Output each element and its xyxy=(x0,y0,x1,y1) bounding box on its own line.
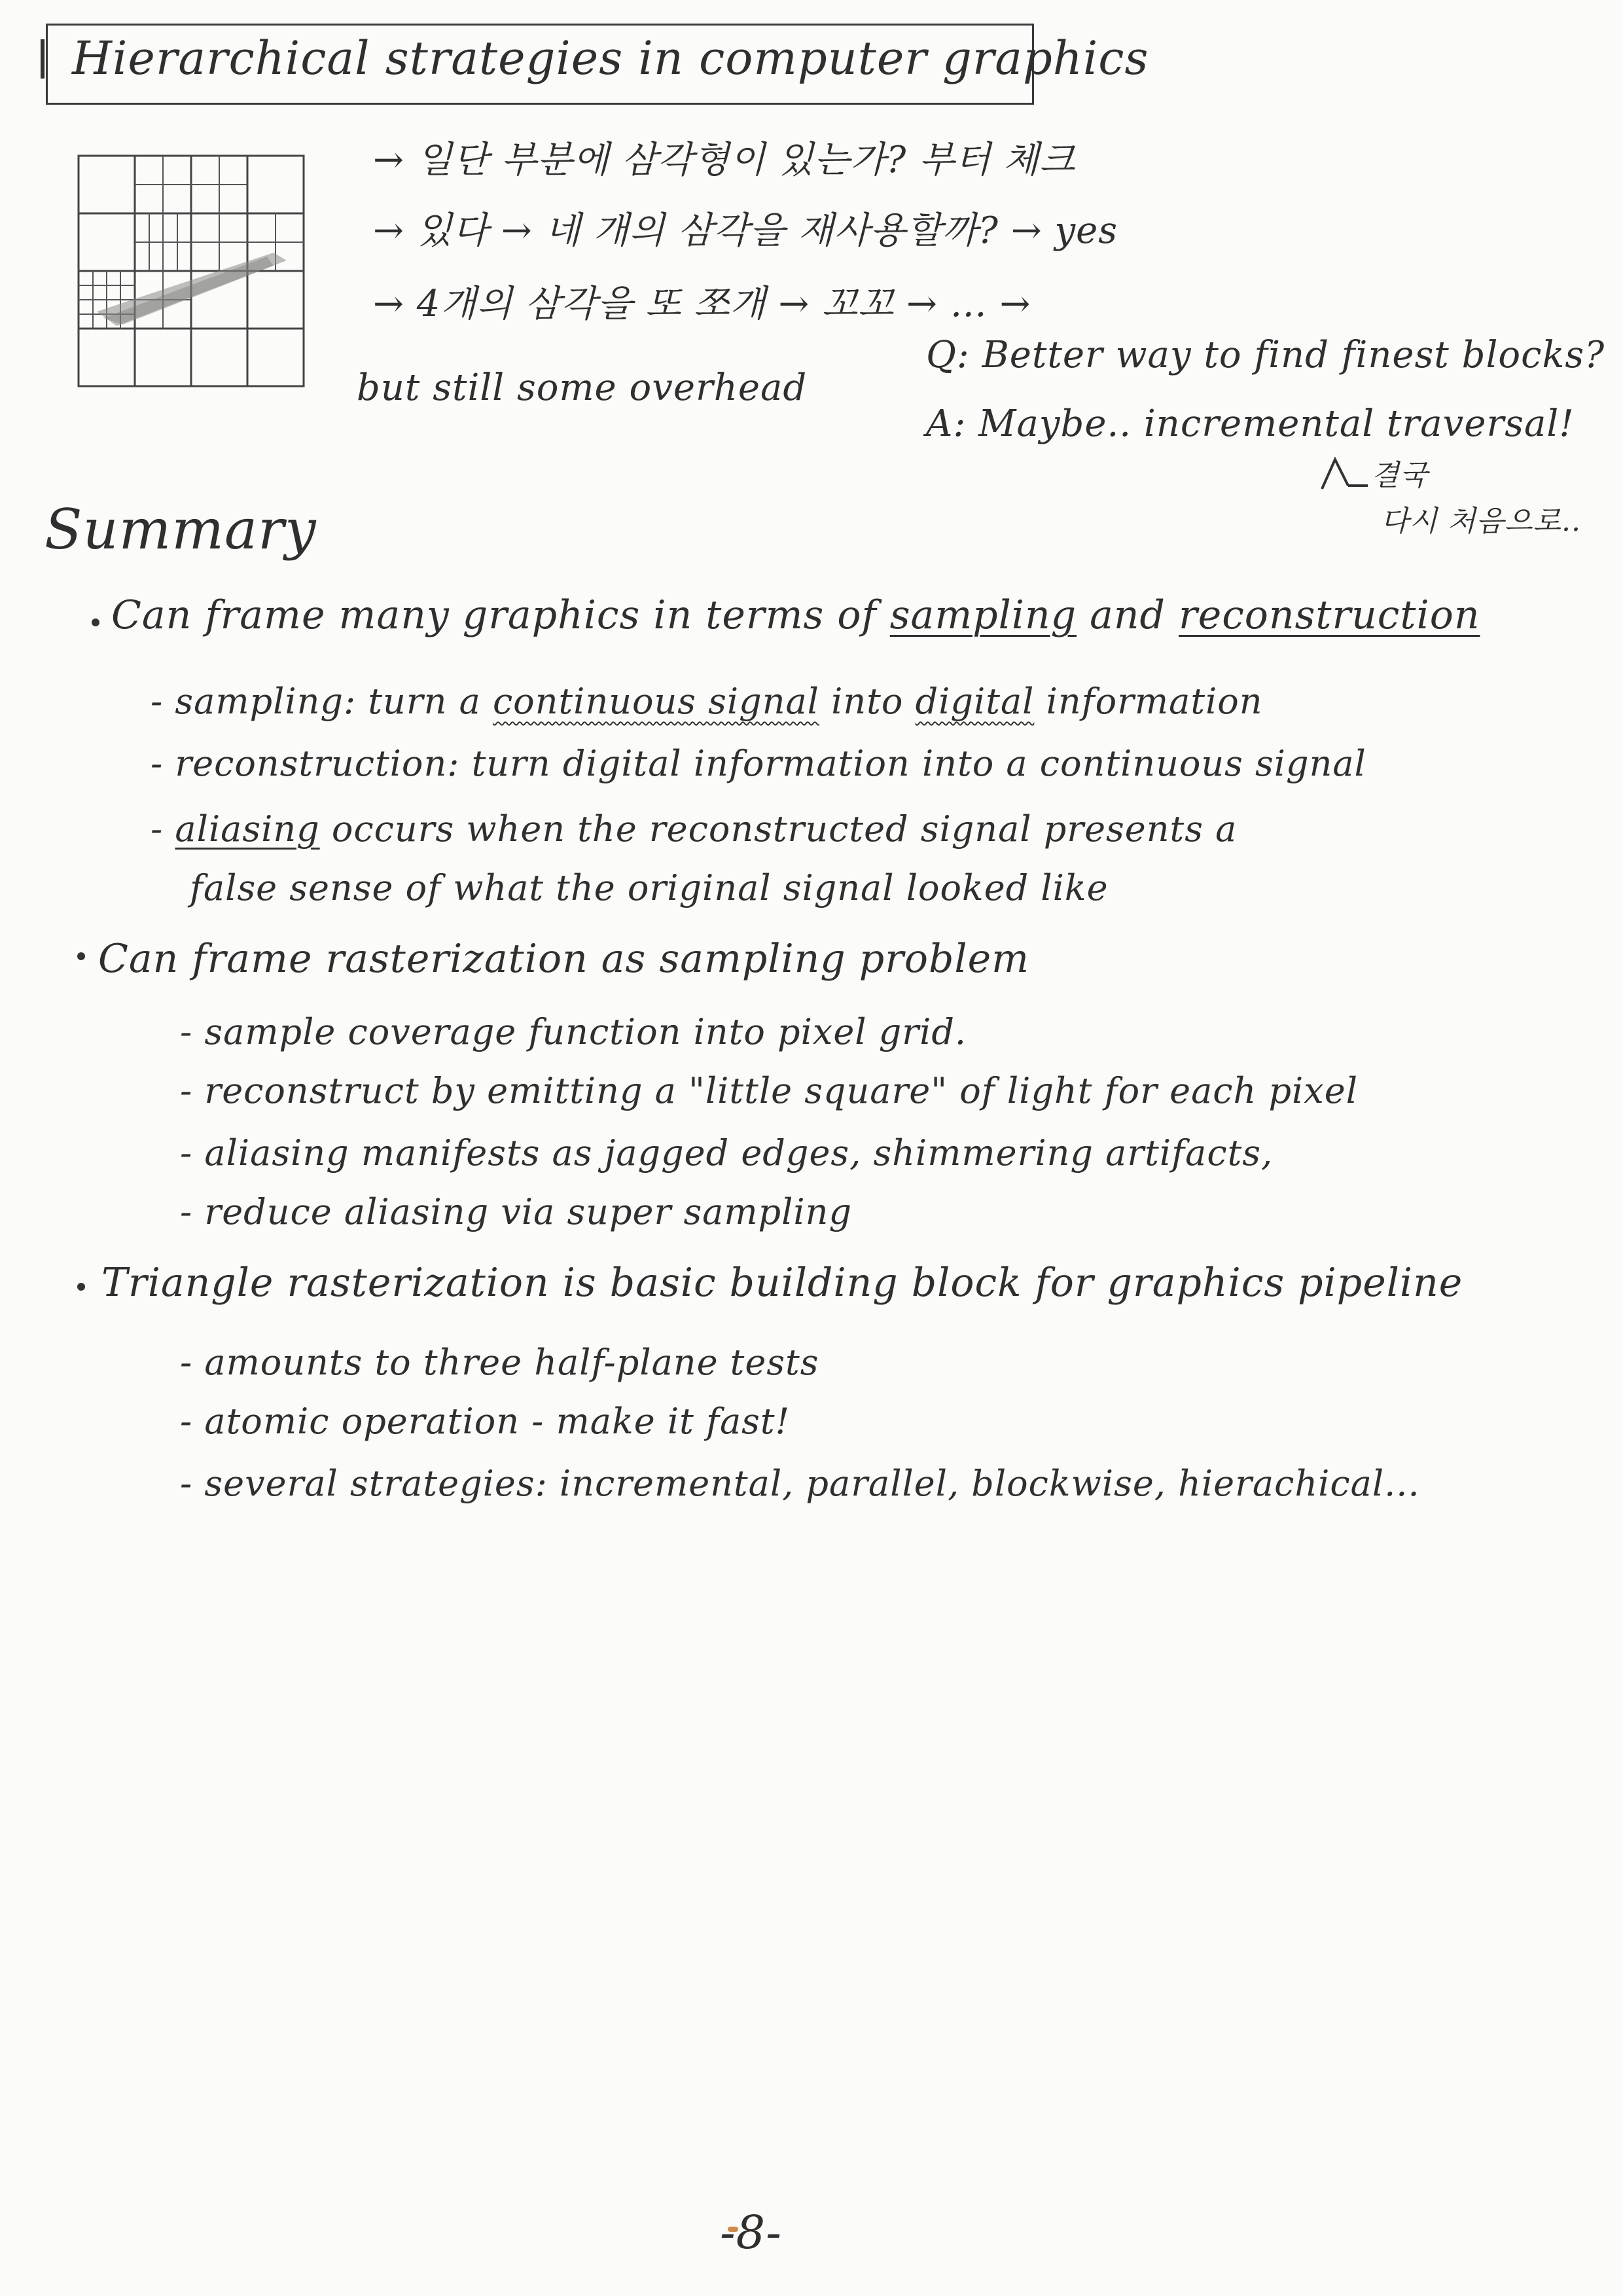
bullet-1-sub-3-cont: false sense of what the original signal looked like xyxy=(190,867,1109,908)
bullet-2-sub-2: - reconstruct by emitting a "little square" of light for each pixel xyxy=(180,1070,1358,1111)
sub-3-dash: - xyxy=(151,808,175,850)
note-overhead: but still some overhead xyxy=(357,367,808,409)
bullet-2-sub-3: - aliasing manifests as jagged edges, shimmering artifacts, xyxy=(180,1132,1274,1174)
note-line-1: → 일단 부분에 삼각형이 있는가? 부터 체크 xyxy=(373,139,1076,181)
bullet-1-sub-1 xyxy=(151,681,1263,722)
hierarchical-grid-sketch xyxy=(77,154,306,390)
page-title: Hierarchical strategies in computer graphics xyxy=(72,31,1149,85)
bullet-2: Can frame rasterization as sampling problem xyxy=(98,936,1029,982)
sub-1-digital: digital xyxy=(915,681,1035,722)
answer-note-2: 다시 처음으로.. xyxy=(1381,505,1581,538)
sub-1-part-c: into xyxy=(819,681,916,722)
summary-heading: Summary xyxy=(45,497,317,562)
page-number: -8- xyxy=(720,2206,782,2259)
bullet-1 xyxy=(111,592,1480,638)
note-line-2: → 있다 → 네 개의 삼각을 재사용할까? → yes xyxy=(373,209,1118,252)
bullet-1-part-c: and xyxy=(1077,592,1179,638)
bullet-3: Triangle rasterization is basic building block for graphics pipeline xyxy=(101,1260,1463,1306)
answer-line: A: Maybe.. incremental traversal! xyxy=(926,403,1575,445)
sub-3-aliasing: aliasing xyxy=(175,808,320,850)
bullet-1-sampling: sampling xyxy=(889,592,1077,638)
note-line-3: → 4개의 삼각을 또 쪼개 → 꼬꼬 → … → xyxy=(373,283,1031,325)
bullet-dot xyxy=(77,952,85,960)
sub-1-part-a: - sampling: turn a xyxy=(151,681,493,722)
bullet-2-sub-1: - sample coverage function into pixel grid. xyxy=(180,1011,967,1052)
bullet-3-sub-1: - amounts to three half-plane tests xyxy=(180,1342,819,1383)
sub-3-rest: occurs when the reconstructed signal presents a xyxy=(319,808,1238,850)
bullet-2-sub-4: - reduce aliasing via super sampling xyxy=(180,1191,853,1232)
bullet-dot xyxy=(77,1283,85,1291)
arrow-up-icon xyxy=(1319,453,1371,492)
bullet-3-sub-3: - several strategies: incremental, parallel, blockwise, hierachical... xyxy=(180,1463,1420,1504)
bullet-1-sub-2: - reconstruction: turn digital information into a continuous signal xyxy=(151,743,1366,784)
question-line: Q: Better way to find finest blocks? xyxy=(926,334,1605,376)
bullet-1-reconstruction: reconstruction xyxy=(1179,592,1480,638)
bullet-3-sub-2: - atomic operation - make it fast! xyxy=(180,1401,791,1442)
bullet-1-part-a: Can frame many graphics in terms of xyxy=(111,592,890,638)
answer-note-1: 결국 xyxy=(1371,459,1429,492)
bullet-1-sub-3 xyxy=(151,808,1237,850)
sub-1-part-e: information xyxy=(1034,681,1263,722)
sub-1-continuous-signal: continuous signal xyxy=(492,681,819,722)
bullet-dot xyxy=(92,619,99,626)
